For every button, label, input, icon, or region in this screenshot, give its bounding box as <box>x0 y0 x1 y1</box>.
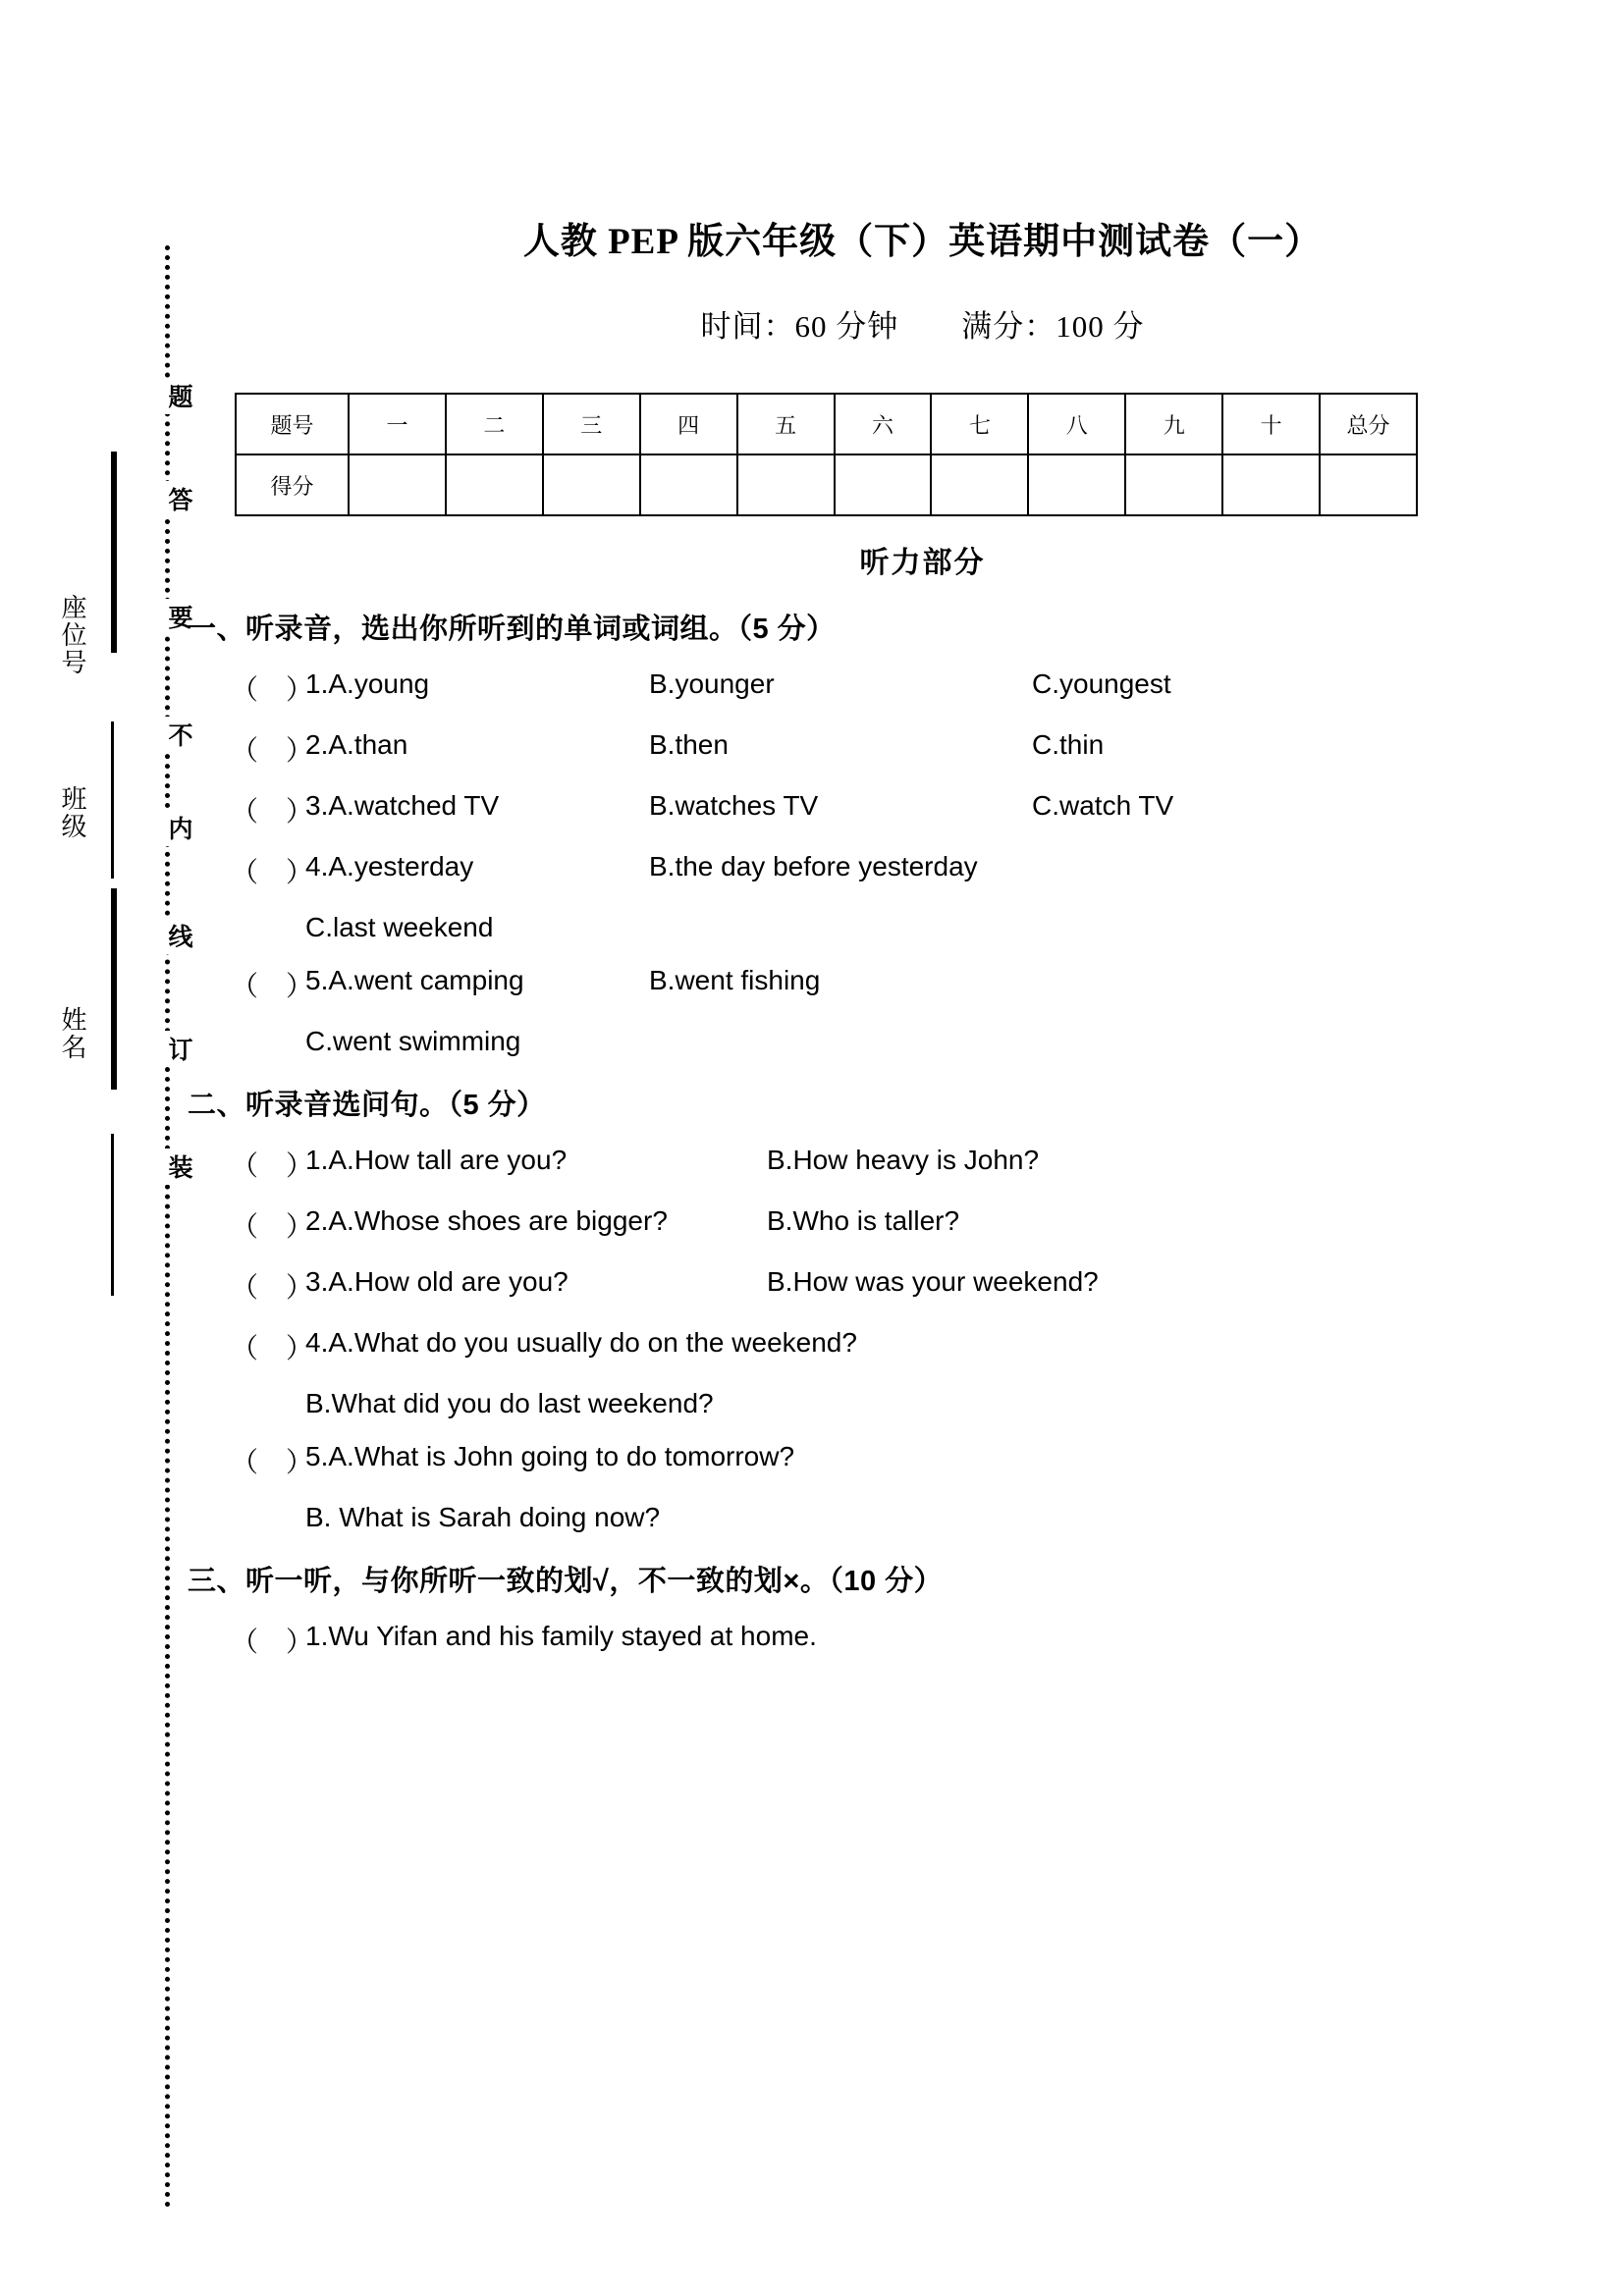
score-cell-4[interactable] <box>640 454 737 515</box>
answer-blank[interactable]: （ ） <box>231 796 314 827</box>
option-b: B.Who is taller? <box>767 1205 960 1236</box>
option-c: C.youngest <box>1032 668 1171 699</box>
question-item[interactable] <box>231 1145 1624 1184</box>
answer-blank[interactable]: （ ） <box>231 735 314 766</box>
score-cell-3[interactable] <box>543 454 640 515</box>
answer-blank[interactable]: （ ） <box>231 857 314 887</box>
name-write-line[interactable] <box>111 1134 114 1296</box>
answer-blank[interactable]: （ ） <box>231 674 314 705</box>
question-item[interactable] <box>231 1266 1624 1306</box>
option-a: 4.A.What do you usually do on the weekend? <box>305 1327 857 1358</box>
option-c: C.watch TV <box>1032 790 1174 821</box>
option-c-continued: C.last weekend <box>305 912 494 942</box>
score-col-8: 八 <box>1028 394 1125 454</box>
option-b: B.How was your weekend? <box>767 1266 1099 1297</box>
score-col-1: 一 <box>349 394 446 454</box>
option-b: B.then <box>649 729 729 760</box>
option-a: 1.A.young <box>305 668 430 699</box>
score-cell-total[interactable] <box>1320 454 1417 515</box>
score-row-label-1: 题号 <box>236 394 349 454</box>
seal-char-yao: 要 <box>147 599 190 635</box>
option-b: B.went fishing <box>649 965 821 995</box>
score-cell-10[interactable] <box>1222 454 1320 515</box>
question-item[interactable] <box>231 1205 1624 1245</box>
seal-char-ti: 题 <box>147 378 190 414</box>
option-a: 3.A.How old are you? <box>305 1266 568 1297</box>
option-a: 5.A.went camping <box>305 965 524 995</box>
score-col-5: 五 <box>737 394 835 454</box>
score-cell-6[interactable] <box>835 454 932 515</box>
question-item[interactable] <box>231 1621 1624 1660</box>
exam-body <box>188 0 1624 2296</box>
section-heading-2: 二、听录音选问句。（5 分） <box>188 1090 546 1121</box>
seal-char-nei: 内 <box>147 810 190 846</box>
question-item[interactable] <box>231 668 1624 708</box>
score-cell-5[interactable] <box>737 454 835 515</box>
answer-blank[interactable]: （ ） <box>231 1211 314 1242</box>
option-c: C.thin <box>1032 729 1105 760</box>
seat-no-write-line[interactable] <box>111 721 114 879</box>
field-label-seat-no: 座位号 <box>58 594 87 676</box>
option-b-continued: B.What did you do last weekend? <box>305 1388 714 1418</box>
score-col-7: 七 <box>931 394 1028 454</box>
score-col-6: 六 <box>835 394 932 454</box>
answer-blank[interactable]: （ ） <box>231 971 314 1001</box>
field-label-name: 姓名 <box>58 1006 87 1061</box>
seal-char-ding: 订 <box>147 1031 190 1067</box>
table-row-header <box>236 394 1417 454</box>
seal-margin <box>0 0 221 2296</box>
option-a: 5.A.What is John going to do tomorrow? <box>305 1441 795 1471</box>
score-cell-1[interactable] <box>349 454 446 515</box>
score-col-2: 二 <box>446 394 543 454</box>
seal-char-da: 答 <box>147 481 190 517</box>
option-c-continued: C.went swimming <box>305 1026 521 1056</box>
answer-blank[interactable]: （ ） <box>231 1272 314 1303</box>
class-rule <box>111 888 117 1090</box>
score-table <box>235 393 1418 516</box>
question-item[interactable] <box>231 1441 1624 1480</box>
score-cell-7[interactable] <box>931 454 1028 515</box>
option-b: B.watches TV <box>649 790 819 821</box>
field-label-class: 班级 <box>58 785 87 840</box>
score-cell-2[interactable] <box>446 454 543 515</box>
score-row-label-2: 得分 <box>236 454 349 515</box>
score-col-10: 十 <box>1222 394 1320 454</box>
score-col-4: 四 <box>640 394 737 454</box>
section-heading-1: 一、听录音，选出你所听到的单词或词组。（5 分） <box>188 614 836 645</box>
part-title-listening: 听力部分 <box>859 547 986 579</box>
table-row-scores <box>236 454 1417 515</box>
question-item[interactable] <box>231 965 1624 1004</box>
score-cell-9[interactable] <box>1125 454 1222 515</box>
seat-no-rule <box>111 452 117 653</box>
question-item[interactable] <box>231 851 1624 890</box>
seal-char-zhuang: 装 <box>147 1148 190 1185</box>
question-item[interactable] <box>231 729 1624 769</box>
option-a: 2.A.Whose shoes are bigger? <box>305 1205 668 1236</box>
score-col-3: 三 <box>543 394 640 454</box>
score-cell-8[interactable] <box>1028 454 1125 515</box>
seal-char-bu: 不 <box>147 717 190 753</box>
score-col-total: 总分 <box>1320 394 1417 454</box>
option-b: B.younger <box>649 668 775 699</box>
option-b: B.the day before yesterday <box>649 851 978 881</box>
exam-meta: 时间：60 分钟 满分：100 分 <box>700 309 1145 344</box>
answer-blank[interactable]: （ ） <box>231 1333 314 1363</box>
page-title: 人教 PEP 版六年级（下）英语期中测试卷（一） <box>522 222 1323 262</box>
question-item[interactable] <box>231 1327 1624 1366</box>
answer-blank[interactable]: （ ） <box>231 1627 314 1657</box>
seal-char-xian: 线 <box>147 918 190 954</box>
statement-text: 1.Wu Yifan and his family stayed at home. <box>305 1621 817 1651</box>
option-a: 2.A.than <box>305 729 408 760</box>
answer-blank[interactable]: （ ） <box>231 1150 314 1181</box>
answer-blank[interactable]: （ ） <box>231 1447 314 1477</box>
option-a: 1.A.How tall are you? <box>305 1145 568 1175</box>
seal-dotted-line <box>165 245 170 2209</box>
option-a: 3.A.watched TV <box>305 790 500 821</box>
section-heading-3: 三、听一听，与你所听一致的划√，不一致的划×。（10 分） <box>188 1566 944 1597</box>
question-item[interactable] <box>231 790 1624 829</box>
option-a: 4.A.yesterday <box>305 851 474 881</box>
option-b: B.How heavy is John? <box>767 1145 1040 1175</box>
score-col-9: 九 <box>1125 394 1222 454</box>
option-b-continued: B. What is Sarah doing now? <box>305 1502 661 1532</box>
